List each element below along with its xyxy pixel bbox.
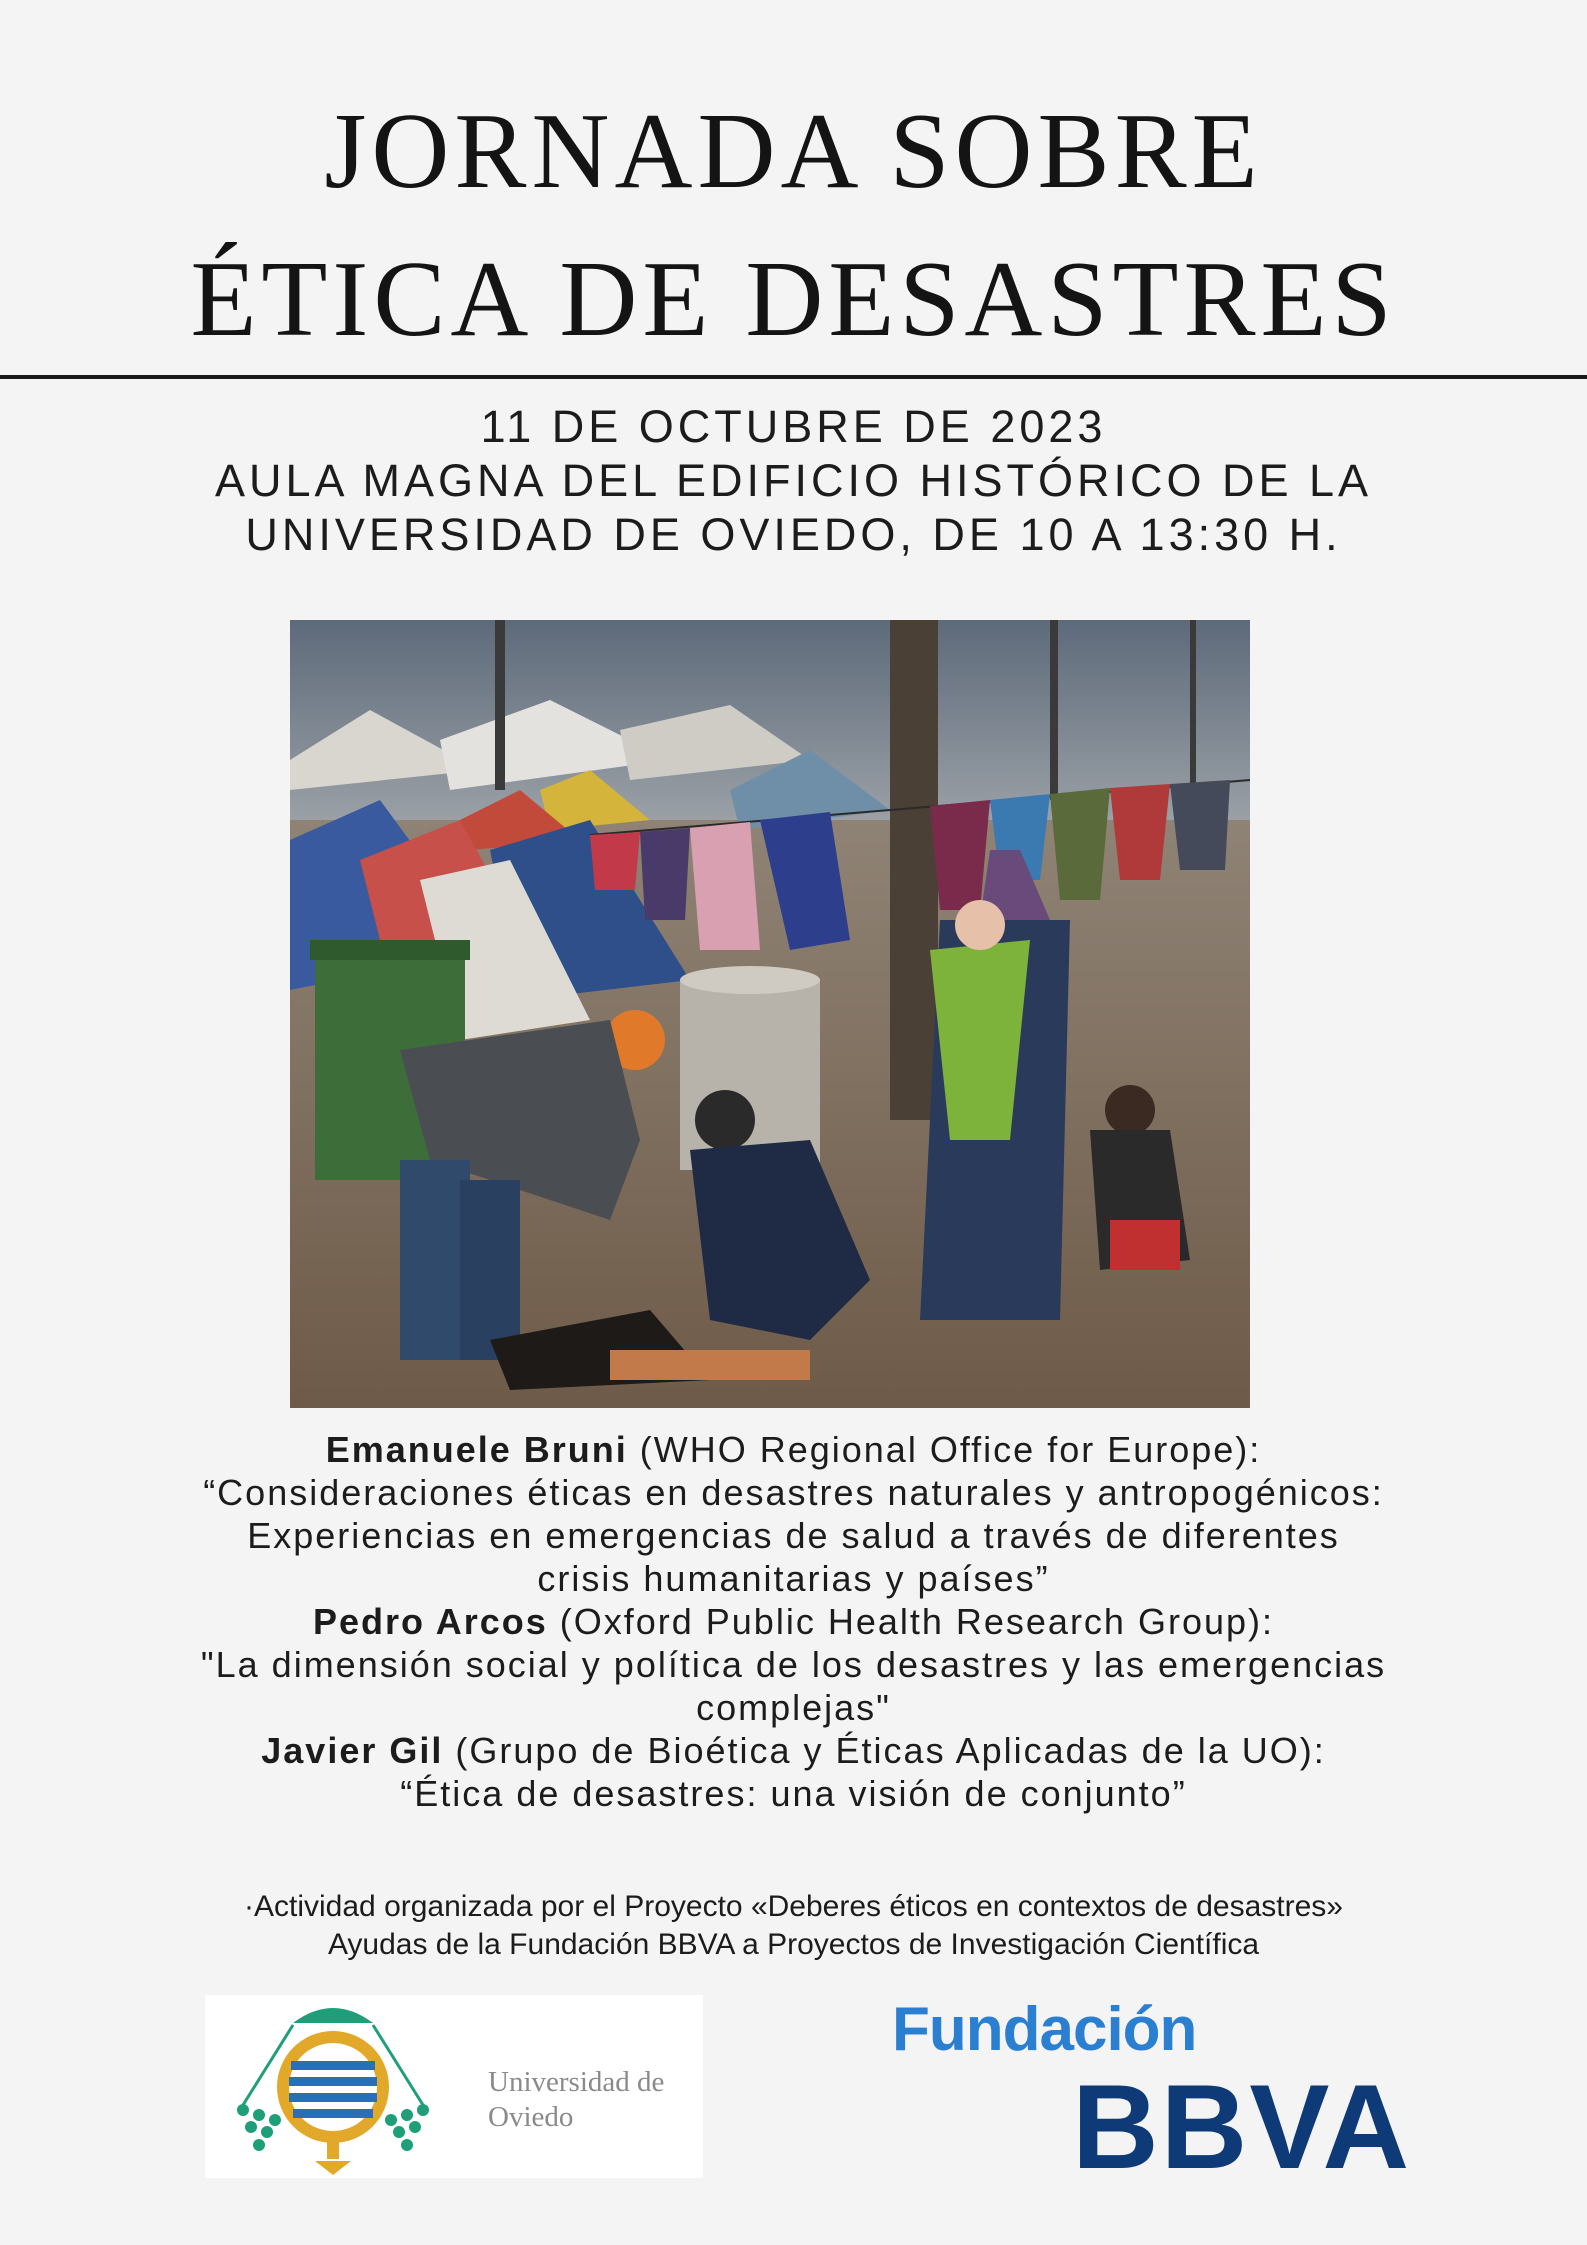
talk-title-line: complejas" bbox=[696, 1687, 891, 1728]
title-line-2: ÉTICA DE DESASTRES bbox=[190, 240, 1397, 359]
speaker-affiliation: (Grupo de Bioética y Éticas Aplicadas de la UO): bbox=[443, 1730, 1326, 1771]
speaker-name: Pedro Arcos bbox=[313, 1601, 548, 1642]
speaker-1 bbox=[0, 1428, 1587, 1471]
event-venue-line-1: AULA MAGNA DEL EDIFICIO HISTÓRICO DE LA bbox=[214, 455, 1373, 506]
credits bbox=[0, 1888, 1587, 1964]
refugee-camp-photo bbox=[290, 620, 1250, 1408]
speakers-list bbox=[0, 1428, 1587, 1815]
credits-line-1: ·Actividad organizada por el Proyecto «Deberes éticos en contextos de desastres» bbox=[244, 1890, 1343, 1923]
speaker-affiliation: (Oxford Public Health Research Group): bbox=[547, 1601, 1274, 1642]
event-info bbox=[0, 400, 1587, 562]
talk-title-line: “Ética de desastres: una visión de conjunto” bbox=[400, 1773, 1187, 1814]
poster-title bbox=[0, 78, 1587, 374]
talk-title-line: "La dimensión social y política de los desastres y las emergencias bbox=[200, 1644, 1387, 1685]
talk-title-line: crisis humanitarias y países” bbox=[537, 1558, 1050, 1599]
universidad-de-oviedo-logo bbox=[205, 1995, 703, 2178]
speaker-affiliation: (WHO Regional Office for Europe): bbox=[627, 1429, 1262, 1470]
speaker-2 bbox=[0, 1600, 1587, 1643]
university-name-line-2: Oviedo bbox=[488, 2101, 574, 2133]
event-venue-line-2: UNIVERSIDAD DE OVIEDO, DE 10 A 13:30 H. bbox=[245, 509, 1342, 560]
event-date: 11 DE OCTUBRE DE 2023 bbox=[480, 401, 1107, 452]
speaker-name: Javier Gil bbox=[261, 1730, 444, 1771]
credits-line-2: Ayudas de la Fundación BBVA a Proyectos de Investigación Científica bbox=[327, 1928, 1260, 1961]
talk-title-line: “Consideraciones éticas en desastres naturales y antropogénicos: bbox=[203, 1472, 1384, 1513]
talk-title-line: Experiencias en emergencias de salud a través de diferentes bbox=[247, 1515, 1340, 1556]
university-name-line-1: Universidad de bbox=[488, 2066, 665, 2098]
title-line-1: JORNADA SOBRE bbox=[324, 92, 1263, 211]
fundacion-bbva-logo-wordmark: BBVA bbox=[1072, 2060, 1412, 2194]
fundacion-bbva-logo-top: Fundación bbox=[892, 1995, 1197, 2064]
university-crest-icon bbox=[223, 1995, 443, 2178]
university-name bbox=[488, 2065, 664, 2135]
speaker-3 bbox=[0, 1729, 1587, 1772]
speaker-name: Emanuele Bruni bbox=[325, 1429, 628, 1470]
title-divider bbox=[0, 375, 1587, 379]
